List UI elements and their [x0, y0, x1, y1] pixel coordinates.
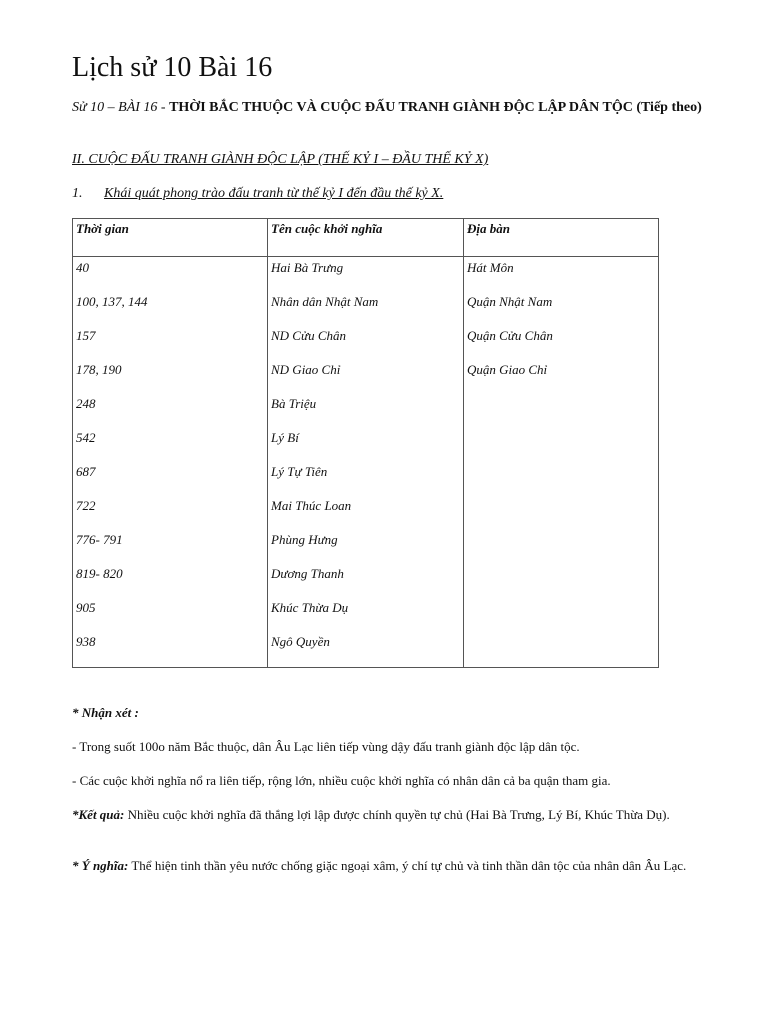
table-cell-uprising: Lý Bí: [271, 430, 299, 445]
table-cell-time: 542: [76, 430, 96, 445]
table-cell-uprising: ND Giao Chỉ: [271, 362, 341, 377]
table-cell-time: 100, 137, 144: [76, 294, 148, 309]
table-header-location: Địa bàn: [467, 221, 510, 236]
table-cell-location: Quận Cửu Chân: [467, 328, 553, 343]
table-cell-location: Quận Nhật Nam: [467, 294, 553, 309]
table-cell-location: Hát Môn: [467, 260, 514, 275]
table-cell-time: 248: [76, 396, 96, 411]
uprisings-table: [72, 218, 659, 668]
section-heading: II. CUỘC ĐẤU TRANH GIÀNH ĐỘC LẬP (THẾ KỶ I – ĐẦU THẾ KỶ X): [72, 152, 489, 167]
table-cell-uprising: Lý Tự Tiên: [271, 464, 328, 479]
table-cell-time: 905: [76, 600, 96, 615]
table-cell-location: Quận Giao Chỉ: [467, 362, 548, 377]
table-header-divider: [72, 256, 659, 257]
table-header-time: Thời gian: [76, 221, 129, 236]
table-cell-uprising: Hai Bà Trưng: [271, 260, 344, 275]
result-paragraph: [72, 806, 732, 823]
notes-heading: [72, 704, 732, 721]
table-cell-time: 722: [76, 498, 96, 513]
table-cell-uprising: Ngô Quyền: [271, 634, 330, 649]
table-cell-uprising: Nhân dân Nhật Nam: [271, 294, 379, 309]
notes-label: * Nhận xét :: [72, 705, 139, 720]
subtitle-separator: -: [157, 100, 170, 115]
subtitle-prefix: Sử 10 – BÀI 16: [72, 100, 158, 115]
subtitle-main: THỜI BẮC THUỘC VÀ CUỘC ĐẤU TRANH GIÀNH ĐỘC LẬP DÂN TỘC (Tiếp theo): [169, 100, 702, 115]
table-cell-time: 687: [76, 464, 96, 479]
result-text: Nhiều cuộc khởi nghĩa đã thắng lợi lập được chính quyền tự chủ (Hai Bà Trưng, Lý Bí, Khúc Thừa Dụ).: [124, 807, 670, 822]
table-cell-time: 178, 190: [76, 362, 122, 377]
table-cell-time: 40: [76, 260, 89, 275]
table-cell-time: 938: [76, 634, 96, 649]
note-item: - Các cuộc khởi nghĩa nổ ra liên tiếp, rộng lớn, nhiều cuộc khởi nghĩa có nhân dân cả ba quận tham gia.: [72, 773, 611, 788]
result-label: *Kết quả:: [72, 807, 125, 822]
meaning-text: Thể hiện tinh thần yêu nước chống giặc ngoại xâm, ý chí tự chủ và tinh thần dân tộc của nhân dân Âu Lạc.: [128, 858, 687, 873]
table-cell-time: 819- 820: [76, 566, 123, 581]
note-item: - Trong suốt 100o năm Bắc thuộc, dân Âu Lạc liên tiếp vùng dậy đấu tranh giành độc lập dân tộc.: [72, 739, 580, 754]
table-cell-uprising: Phùng Hưng: [271, 532, 338, 547]
table-header-uprising: Tên cuộc khởi nghĩa: [271, 221, 383, 236]
table-cell-time: 776- 791: [76, 532, 123, 547]
table-cell-uprising: ND Cửu Chân: [271, 328, 346, 343]
page-title: Lịch sử 10 Bài 16: [72, 52, 273, 83]
table-cell-uprising: Khúc Thừa Dụ: [271, 600, 349, 615]
meaning-label: * Ý nghĩa:: [72, 858, 129, 873]
table-cell-time: 157: [76, 328, 96, 343]
subheading-number: 1.: [72, 186, 83, 201]
lesson-subtitle: [72, 99, 712, 116]
table-column-divider: [267, 218, 268, 668]
table-cell-uprising: Dương Thanh: [271, 566, 344, 581]
meaning-paragraph: [72, 857, 732, 874]
table-column-divider: [463, 218, 464, 668]
table-cell-uprising: Bà Triệu: [271, 396, 317, 411]
subheading-text: Khái quát phong trào đấu tranh từ thế kỷ I đến đầu thế kỷ X.: [104, 186, 444, 201]
table-cell-uprising: Mai Thúc Loan: [271, 498, 352, 513]
